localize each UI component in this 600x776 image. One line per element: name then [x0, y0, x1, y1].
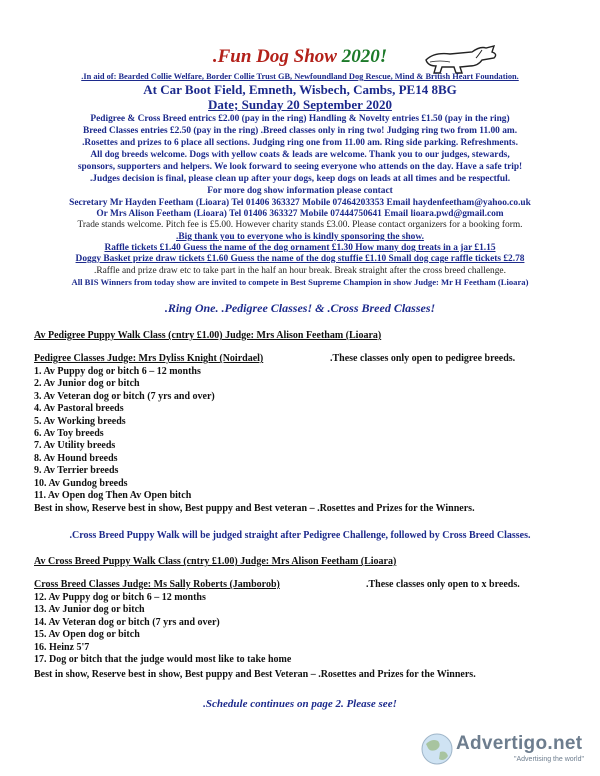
- globe-icon: [420, 732, 454, 766]
- pedigree-note: .These classes only open to pedigree breeds.: [330, 353, 516, 364]
- info-line: Or Mrs Alison Feetham (Lioara) Tel 01406 363327 Mobile 07444750641 Email lioara.pwd@gmail.com: [96, 209, 504, 219]
- class-item: 5. Av Working breeds: [34, 415, 126, 427]
- ring-one-heading: .Ring One. .Pedigree Classes! & .Cross Breed Classes!: [164, 301, 436, 315]
- info-line: Trade stands welcome. Pitch fee is £5.00. However charity stands £3.00. Please contact organizers for a booking form.: [77, 220, 523, 230]
- watermark-name: Advertigo.net: [456, 733, 583, 754]
- pedigree-puppy-walk: Av Pedigree Puppy Walk Class (cntry £1.00) Judge: Mrs Alison Feetham (Lioara): [34, 330, 382, 341]
- cross-walk-note: .Cross Breed Puppy Walk will be judged straight after Pedigree Challenge, followed by Cross Breed Classes.: [69, 530, 531, 541]
- pedigree-best: Best in show, Reserve best in show, Best puppy and Best veteran – .Rosettes and Prizes for the Winners.: [34, 503, 475, 514]
- info-line: .Big thank you to everyone who is kindly sponsoring the show.: [176, 232, 424, 242]
- class-item: 10. Av Gundog breeds: [34, 477, 128, 489]
- footer-note: .Schedule continues on page 2. Please see!: [203, 698, 397, 710]
- info-line: .Rosettes and prizes to 6 place all sections. Judging ring one from 11.00 am. Ring side parking. Refreshments.: [82, 138, 518, 148]
- show-date: Date; Sunday 20 September 2020: [208, 97, 392, 112]
- class-item: 3. Av Veteran dog or bitch (7 yrs and over): [34, 390, 215, 402]
- class-item: 1. Av Puppy dog or bitch 6 – 12 months: [34, 366, 201, 377]
- info-line: sponsors, supporters and helpers. We look forward to seeing everyone who attends on the day. Have a safe trip!: [77, 162, 523, 172]
- cross-puppy-walk: Av Cross Breed Puppy Walk Class (cntry £1.00) Judge: Mrs Alison Feetham (Lioara): [34, 556, 397, 567]
- cross-judge: Cross Breed Classes Judge: Ms Sally Roberts (Jamborob): [34, 579, 280, 590]
- class-item: 11. Av Open dog Then Av Open bitch: [34, 490, 192, 501]
- class-item: 12. Av Puppy dog or bitch 6 – 12 months: [34, 592, 206, 603]
- show-title: .Fun Dog Show 2020!: [212, 46, 388, 67]
- aid-line: .In aid of: Bearded Collie Welfare, Border Collie Trust GB, Newfoundland Dog Rescue, Mind & British Heart Foundation.: [81, 72, 519, 81]
- class-item: 7. Av Utility breeds: [34, 440, 116, 452]
- cross-note: .These classes only open to x breeds.: [366, 579, 520, 590]
- info-line: All BIS Winners from today show are invited to compete in Best Supreme Champion in show Judge: Mr H Feetham (Lioara): [71, 277, 529, 287]
- info-line: Raffle tickets £1.40 Guess the name of the dog ornament £1.30 How many dog treats in a jar £1.15: [104, 243, 496, 253]
- class-item: 14. Av Veteran dog or bitch (7 yrs and over): [34, 616, 220, 628]
- class-item: 9. Av Terrier breeds: [34, 465, 119, 477]
- cross-best: Best in show, Reserve best in show, Best puppy and Best Veteran – .Rosettes and Prizes for the Winners.: [34, 669, 476, 680]
- pedigree-judge: Pedigree Classes Judge: Mrs Dyliss Knight (Noirdael): [34, 353, 264, 364]
- info-line: For more dog show information please contact: [207, 186, 393, 196]
- venue: At Car Boot Field, Emneth, Wisbech, Cambs, PE14 8BG: [143, 82, 457, 97]
- class-item: 2. Av Junior dog or bitch: [34, 378, 140, 390]
- class-item: 4. Av Pastoral breeds: [34, 403, 124, 415]
- info-line: All dog breeds welcome. Dogs with yellow coats & leads are welcome. Thank you to our judges, stewards,: [90, 150, 510, 160]
- class-item: 6. Av Toy breeds: [34, 428, 104, 439]
- info-line: .Judges decision is final, please clean up after your dogs, keep dogs on leads at all times and be respectful.: [89, 174, 511, 184]
- class-item: 15. Av Open dog or bitch: [34, 629, 140, 641]
- info-line: Secretary Mr Hayden Feetham (Lioara) Tel 01406 363327 Mobile 07464203353 Email haydenfeetham@yahoo.co.uk: [69, 198, 531, 208]
- info-line: .Raffle and prize draw etc to take part in the half an hour break. Break straight after the cross breed challenge.: [94, 266, 506, 276]
- advertigo-watermark: [414, 730, 590, 768]
- class-item: 8. Av Hound breeds: [34, 452, 118, 464]
- info-line: Doggy Basket prize draw tickets £1.60 Guess the name of the dog stuffie £1.10 Small dog cage raffle tickets £2.78: [75, 254, 525, 264]
- watermark-tagline: "Advertising the world": [514, 756, 584, 763]
- info-line: Breed Classes entries £2.50 (pay in the ring) .Breed classes only in ring two! Judging ring two from 11.00 am.: [82, 126, 518, 136]
- class-item: 17. Dog or bitch that the judge would most like to take home: [34, 654, 292, 665]
- class-item: 13. Av Junior dog or bitch: [34, 604, 145, 616]
- class-item: 16. Heinz 5'7: [34, 641, 90, 653]
- info-line: Pedigree & Cross Breed entrics £2.00 (pay in the ring) Handling & Novelty entries £1.50 (pay in the ring): [90, 114, 510, 124]
